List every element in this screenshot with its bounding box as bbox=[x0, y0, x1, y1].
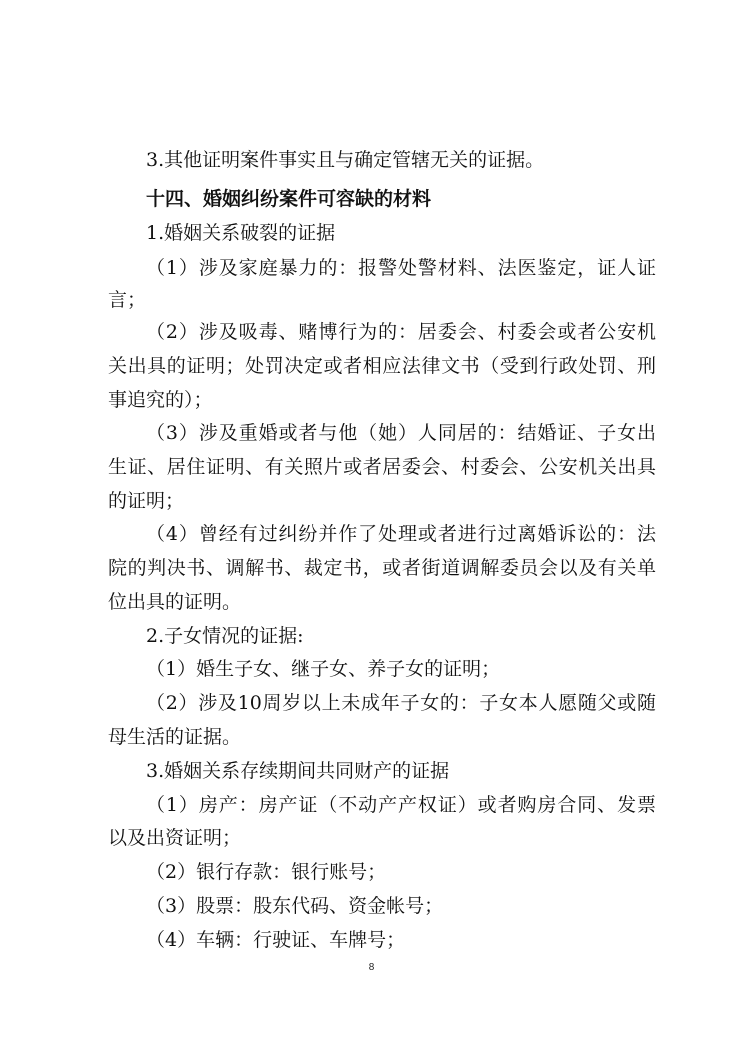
paragraph-line: 的证明； bbox=[108, 490, 185, 512]
paragraph-line: 院的判决书、调解书、裁定书，或者街道调解委员会以及有关单 bbox=[108, 557, 656, 579]
paragraph-line: （3）涉及重婚或者与他（她）人同居的：结婚证、子女出 bbox=[146, 422, 656, 444]
subsection-heading: 2.子女情况的证据: bbox=[146, 625, 304, 647]
paragraph-line: （4）曾经有过纠纷并作了处理或者进行过离婚诉讼的：法 bbox=[146, 523, 656, 545]
paragraph-line: （1）房产：房产证（不动产产权证）或者购房合同、发票 bbox=[146, 794, 656, 816]
subsection-heading: 3.婚姻关系存续期间共同财产的证据 bbox=[146, 760, 450, 782]
paragraph-line: 事追究的）； bbox=[108, 389, 213, 411]
paragraph-line: （3）股票：股东代码、资金帐号； bbox=[146, 895, 444, 917]
paragraph-line: （1）婚生子女、继子女、养子女的证明； bbox=[146, 658, 501, 680]
paragraph-line: 3.其他证明案件事实且与确定管辖无关的证据。 bbox=[146, 149, 545, 171]
section-heading: 十四、婚姻纠纷案件可容缺的材料 bbox=[146, 188, 432, 210]
paragraph-line: 母生活的证据。 bbox=[108, 726, 242, 748]
paragraph-line: 关出具的证明；处罚决定或者相应法律文书（受到行政处罚、刑 bbox=[108, 355, 656, 377]
paragraph-line: （4）车辆：行驶证、车牌号； bbox=[146, 929, 406, 951]
paragraph-line: 以及出资证明； bbox=[108, 827, 242, 849]
page-number: 8 bbox=[368, 962, 375, 973]
paragraph-line: （1）涉及家庭暴力的：报警处警材料、法医鉴定，证人证 bbox=[146, 257, 656, 279]
paragraph-line: 生证、居住证明、有关照片或者居委会、村委会、公安机关出具 bbox=[108, 456, 656, 478]
paragraph-line: （2）涉及吸毒、赌博行为的：居委会、村委会或者公安机 bbox=[146, 321, 656, 343]
paragraph-line: （2）银行存款：银行账号； bbox=[146, 861, 387, 883]
subsection-heading: 1.婚姻关系破裂的证据 bbox=[146, 222, 336, 244]
paragraph-line: 位出具的证明。 bbox=[108, 591, 242, 613]
paragraph-line: （2）涉及10周岁以上未成年子女的：子女本人愿随父或随 bbox=[146, 692, 656, 714]
paragraph-line: 言； bbox=[108, 289, 147, 311]
